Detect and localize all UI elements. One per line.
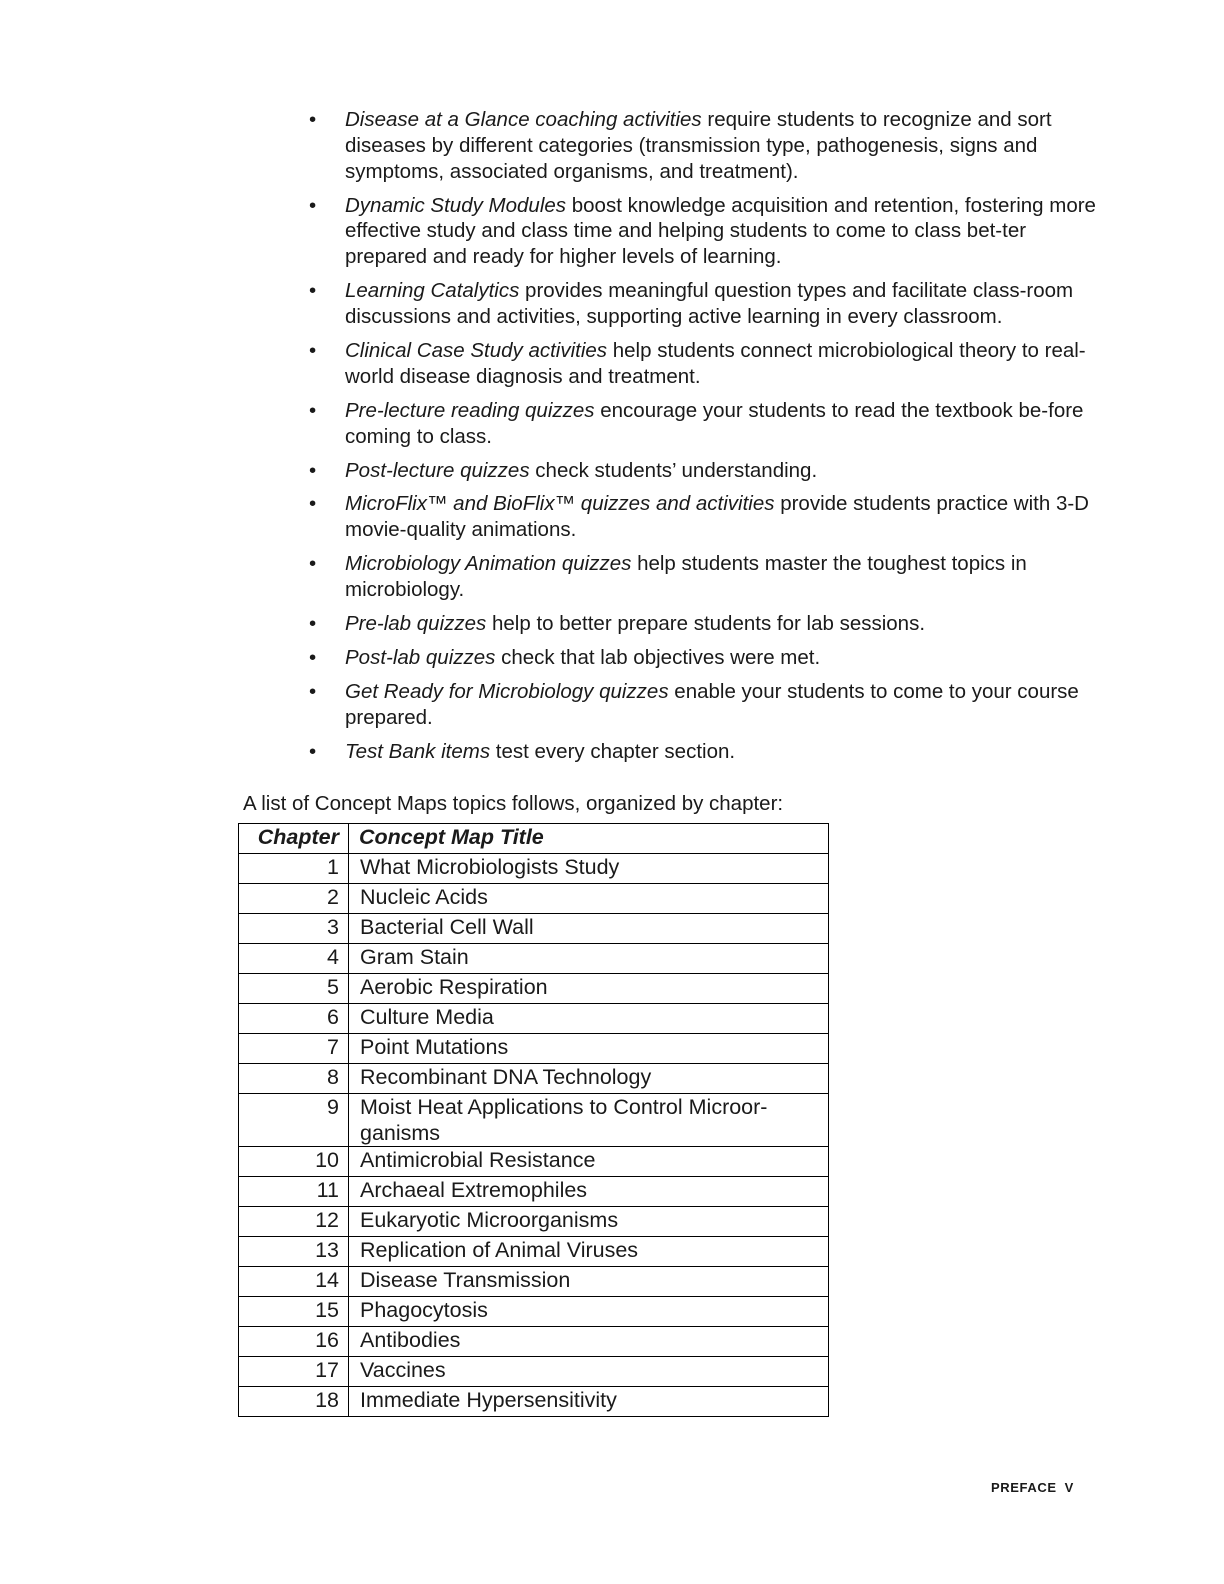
chapter-number: 14 (239, 1267, 349, 1297)
item-term: Microbiology Animation quizzes (345, 552, 632, 576)
list-item (306, 458, 1106, 484)
concept-map-title: Phagocytosis (349, 1297, 829, 1327)
item-text: provide students practice with 3-D movie-quality animations. (345, 492, 1089, 542)
item-text: provides meaningful question types and facilitate class-room discussions and activities, supporting active learning in every classroom. (345, 279, 1074, 328)
table-row (239, 1327, 829, 1357)
item-text: help to better prepare students for lab sessions. (486, 612, 926, 636)
bullet-icon: • (309, 279, 317, 303)
chapter-number: 17 (239, 1357, 349, 1387)
bullet-icon: • (309, 646, 317, 670)
bullet-icon: • (309, 680, 317, 704)
item-text: encourage your students to read the textbook be-fore coming to class. (345, 398, 1084, 448)
list-item (306, 739, 1106, 765)
chapter-number: 7 (239, 1034, 349, 1064)
item-term: Pre-lecture reading quizzes (345, 398, 595, 422)
chapter-number: 15 (239, 1297, 349, 1327)
concept-map-title: Antimicrobial Resistance (349, 1147, 829, 1177)
chapter-number: 1 (239, 854, 349, 884)
chapter-number: 10 (239, 1147, 349, 1177)
list-item (306, 491, 1106, 543)
bullet-icon: • (309, 108, 317, 131)
table-row (239, 1237, 829, 1267)
table-row (239, 1177, 829, 1207)
item-text: help students connect microbiological theory to real-world disease diagnosis and treatment. (345, 338, 1086, 388)
list-item (306, 338, 1106, 390)
concept-map-title: Nucleic Acids (349, 884, 829, 914)
table-row (239, 1094, 829, 1147)
list-item (306, 645, 1106, 671)
table-row (239, 854, 829, 884)
concept-map-title: Eukaryotic Microorganisms (349, 1207, 829, 1237)
table-row (239, 974, 829, 1004)
item-text: help students master the toughest topics in microbiology. (345, 552, 1027, 602)
chapter-number: 3 (239, 914, 349, 944)
chapter-number: 4 (239, 944, 349, 974)
table-intro: A list of Concept Maps topics follows, organized by chapter: (243, 792, 784, 815)
item-text: check that lab objectives were met. (495, 646, 821, 670)
table-row (239, 1267, 829, 1297)
table-row (239, 1004, 829, 1034)
concept-map-title: Culture Media (349, 1004, 829, 1034)
table-row (239, 884, 829, 914)
item-term: Post-lecture quizzes (345, 458, 530, 482)
concept-map-title: Disease Transmission (349, 1267, 829, 1297)
item-term: Learning Catalytics (345, 279, 520, 303)
chapter-number: 11 (239, 1177, 349, 1207)
table-row (239, 1297, 829, 1327)
item-term: Clinical Case Study activities (345, 338, 608, 362)
concept-map-title: Aerobic Respiration (349, 974, 829, 1004)
item-text: boost knowledge acquisition and retention, fostering more effective study and class time and helping students to come to class bet-ter prepared and ready for higher levels of learning. (345, 193, 1096, 269)
list-item (306, 679, 1106, 731)
list-item (306, 611, 1106, 637)
page-footer (991, 1480, 1074, 1495)
item-term: Test Bank items (345, 739, 491, 763)
concept-map-title: Antibodies (349, 1327, 829, 1357)
chapter-number: 13 (239, 1237, 349, 1267)
bullet-icon: • (309, 612, 317, 636)
item-text: enable your students to come to your course prepared. (345, 680, 1079, 729)
bullet-icon: • (309, 458, 317, 482)
bullet-list (306, 107, 1106, 773)
table-row (239, 914, 829, 944)
chapter-number: 18 (239, 1387, 349, 1417)
concept-map-title: Replication of Animal Viruses (349, 1237, 829, 1267)
bullet-icon: • (309, 338, 317, 362)
list-item (306, 398, 1106, 450)
chapter-number: 8 (239, 1064, 349, 1094)
chapter-number: 5 (239, 974, 349, 1004)
concept-map-title: Gram Stain (349, 944, 829, 974)
item-term: Get Ready for Microbiology quizzes (345, 680, 669, 704)
concept-maps-table (238, 823, 829, 1417)
item-term: Dynamic Study Modules (345, 193, 567, 217)
list-item (306, 551, 1106, 603)
column-header-chapter: Chapter (239, 824, 349, 854)
table-header-row (239, 824, 829, 854)
concept-map-title: Recombinant DNA Technology (349, 1064, 829, 1094)
item-term: Disease at a Glance coaching activities (345, 108, 702, 131)
concept-map-title: What Microbiologists Study (349, 854, 829, 884)
page-number: V (1064, 1480, 1074, 1495)
table-row (239, 1387, 829, 1417)
item-text: test every chapter section. (490, 739, 736, 763)
bullet-icon: • (309, 492, 317, 516)
item-term: MicroFlix™ and BioFlix™ quizzes and activities (345, 492, 775, 516)
item-term: Pre-lab quizzes (345, 612, 487, 636)
item-text: require students to recognize and sort diseases by different categories (transmission type, pathogenesis, signs and symptoms, associated organisms, and treatment). (345, 108, 1052, 183)
list-item (306, 278, 1106, 330)
table-row (239, 1147, 829, 1177)
chapter-number: 16 (239, 1327, 349, 1357)
list-item (306, 193, 1106, 270)
chapter-number: 9 (239, 1094, 349, 1147)
item-term: Post-lab quizzes (345, 646, 496, 670)
table-row (239, 1064, 829, 1094)
concept-map-title: Bacterial Cell Wall (349, 914, 829, 944)
concept-map-title: Point Mutations (349, 1034, 829, 1064)
concept-map-title: Moist Heat Applications to Control Microor-ganisms (349, 1094, 829, 1147)
bullet-icon: • (309, 193, 317, 217)
chapter-number: 12 (239, 1207, 349, 1237)
table-row (239, 1207, 829, 1237)
table-row (239, 1034, 829, 1064)
table-row (239, 1357, 829, 1387)
running-head: PREFACE (991, 1480, 1057, 1495)
bullet-icon: • (309, 398, 317, 422)
bullet-icon: • (309, 739, 317, 763)
chapter-number: 2 (239, 884, 349, 914)
table-row (239, 944, 829, 974)
concept-map-title: Archaeal Extremophiles (349, 1177, 829, 1207)
column-header-title: Concept Map Title (349, 824, 829, 854)
chapter-number: 6 (239, 1004, 349, 1034)
item-text: check students’ understanding. (529, 458, 818, 482)
concept-map-title: Immediate Hypersensitivity (349, 1387, 829, 1417)
concept-map-title: Vaccines (349, 1357, 829, 1387)
list-item (306, 107, 1106, 184)
bullet-icon: • (309, 552, 317, 576)
